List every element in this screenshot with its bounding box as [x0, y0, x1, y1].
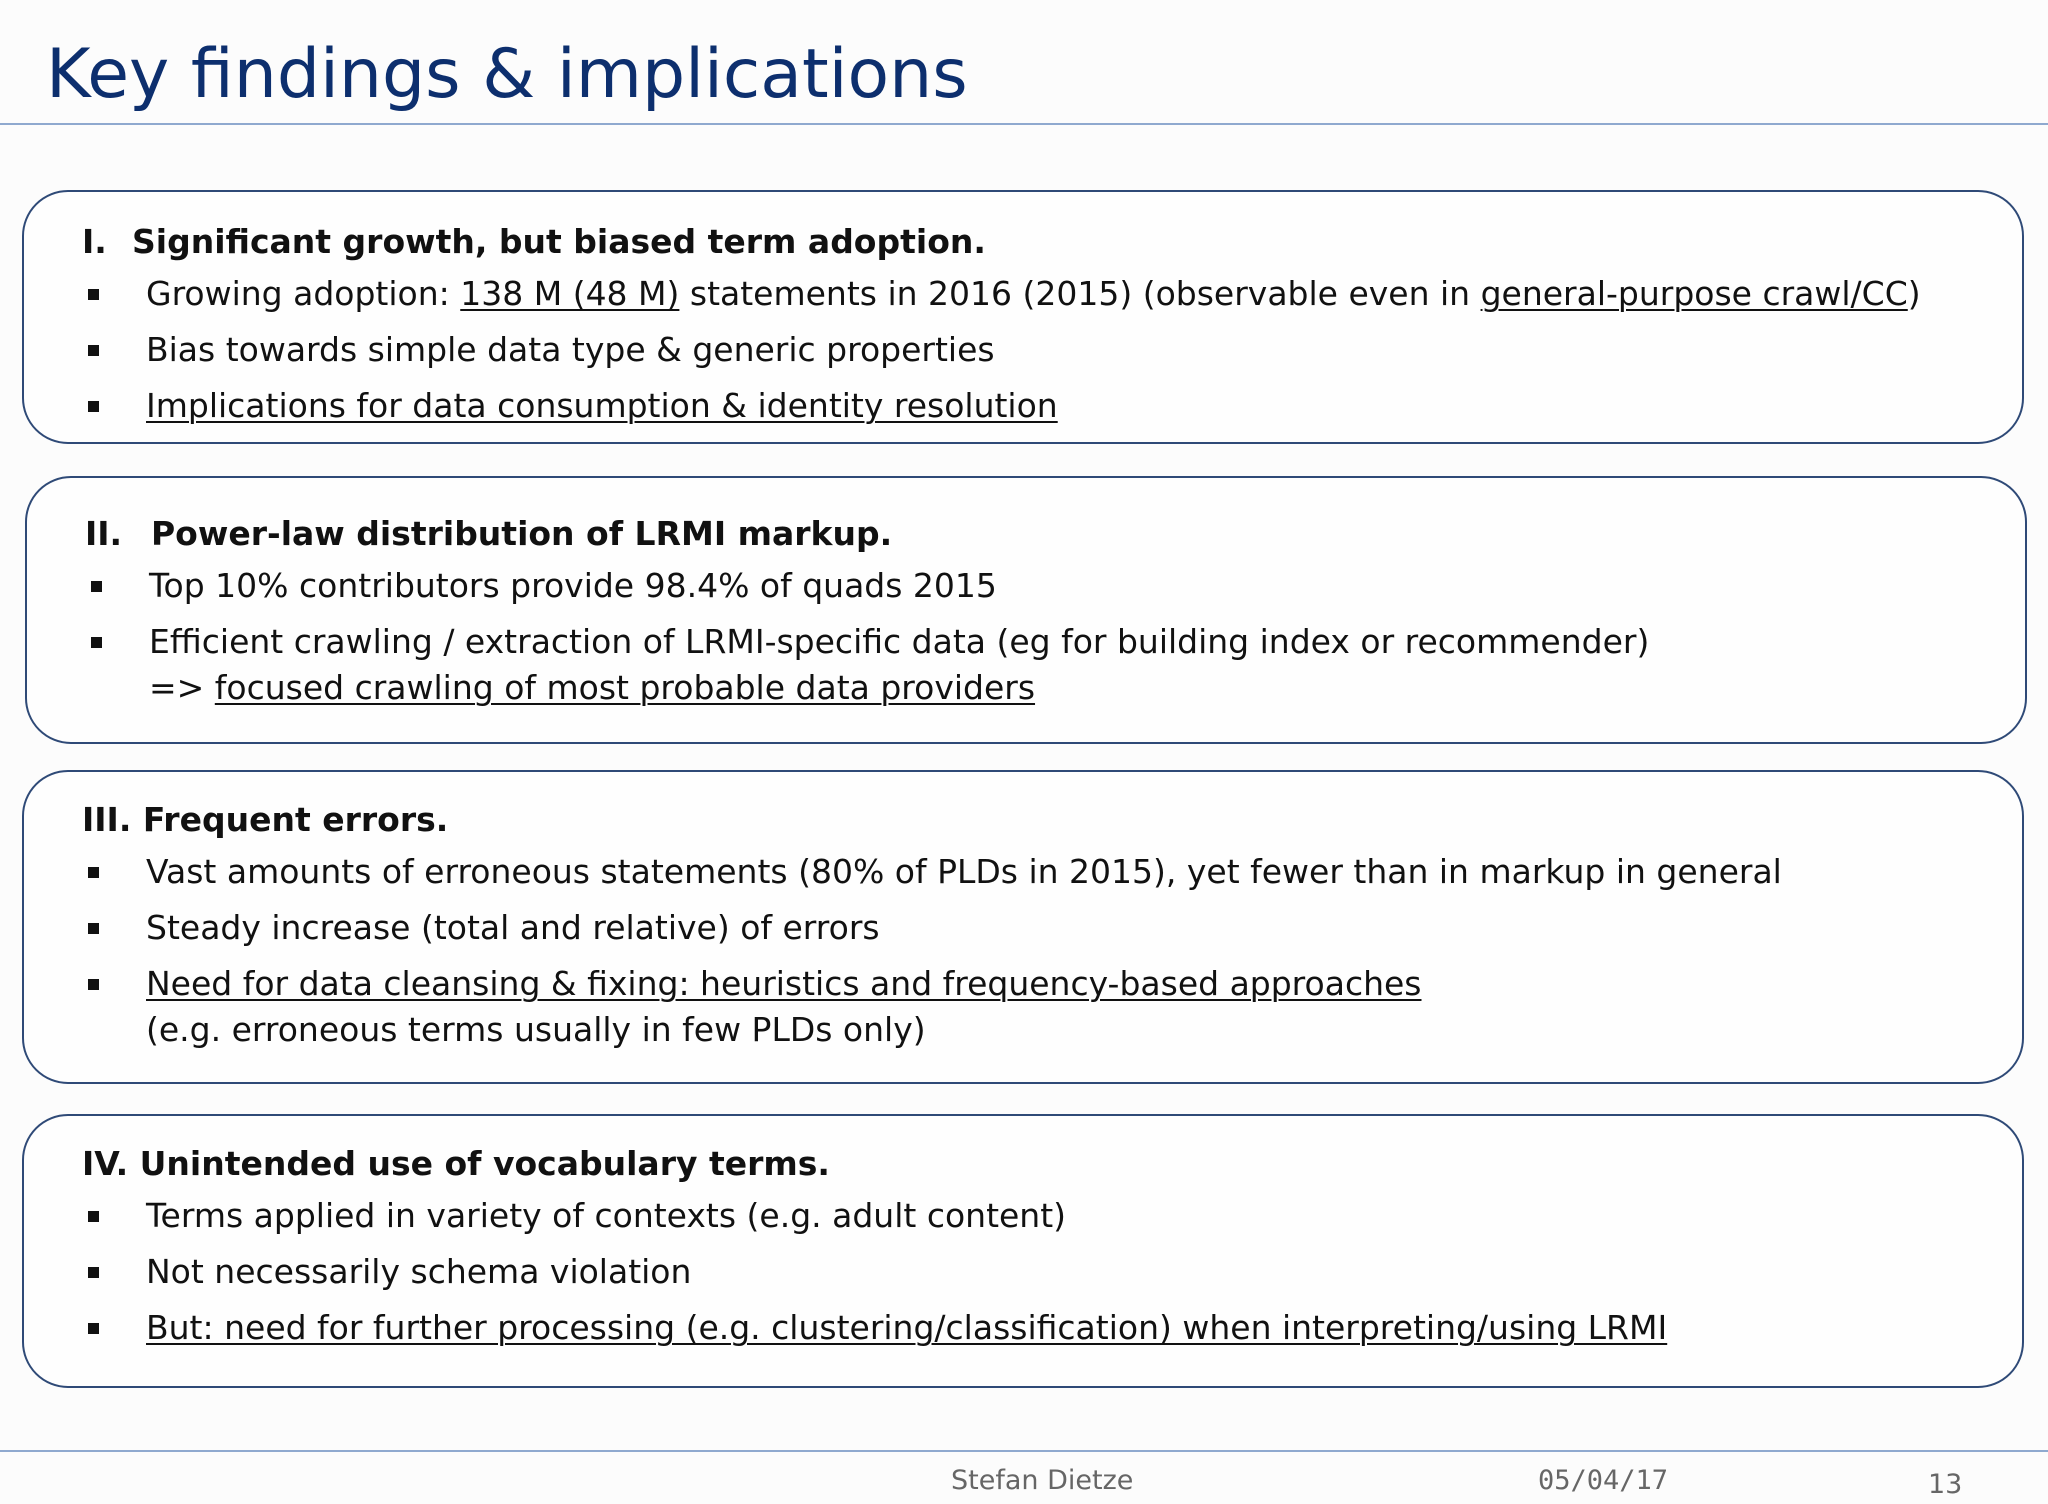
- finding-box-1: [22, 190, 2024, 444]
- finding-heading: [82, 800, 448, 840]
- bullet-text: Growing adoption:: [146, 274, 461, 313]
- slide-title: Key findings & implications: [46, 35, 968, 114]
- stat-link: 138 M (48 M): [460, 274, 680, 313]
- footer-date: 05/04/17: [1538, 1465, 1669, 1496]
- bullet-text: Need for data cleansing & fixing: heuristics and frequency-based approaches: [146, 964, 1422, 1003]
- finding-box-3: [22, 770, 2024, 1084]
- finding-number: III.: [82, 800, 132, 839]
- finding-heading: [82, 1144, 830, 1184]
- square-bullet-icon: [88, 289, 99, 300]
- square-bullet-icon: [88, 1323, 99, 1334]
- square-bullet-icon: [91, 581, 102, 592]
- bullet-text: But: need for further processing (e.g. clustering/classification) when interpreting/using LRMI: [146, 1308, 1668, 1347]
- finding-title: Significant growth, but biased term adoption.: [132, 222, 986, 261]
- square-bullet-icon: [88, 923, 99, 934]
- finding-title: Frequent errors.: [142, 800, 449, 839]
- finding-number: II.: [85, 514, 123, 553]
- crawl-link: general-purpose crawl/CC: [1480, 274, 1908, 313]
- square-bullet-icon: [91, 637, 102, 648]
- bullet-text: ): [1907, 274, 1921, 313]
- finding-title: Unintended use of vocabulary terms.: [139, 1144, 830, 1183]
- bullet-text: Vast amounts of erroneous statements (80% of PLDs in 2015), yet fewer than in markup in general: [146, 852, 1782, 891]
- page-number: 13: [1928, 1469, 1963, 1500]
- bullet-text: Not necessarily schema violation: [146, 1252, 692, 1291]
- square-bullet-icon: [88, 867, 99, 878]
- finding-box-2: [25, 476, 2027, 744]
- bullet-text: Terms applied in variety of contexts (e.g. adult content): [146, 1196, 1067, 1235]
- focused-crawling-link: focused crawling of most probable data providers: [214, 668, 1036, 707]
- arrow-text: =>: [149, 668, 215, 707]
- bullet-text: statements in 2016 (2015) (observable even in: [679, 274, 1481, 313]
- finding-box-4: [22, 1114, 2024, 1388]
- finding-heading: [82, 222, 986, 262]
- footer-divider: [0, 1450, 2048, 1452]
- bullet-text: Efficient crawling / extraction of LRMI-specific data (eg for building index or recommender): [149, 622, 1650, 661]
- square-bullet-icon: [88, 1267, 99, 1278]
- finding-heading: [85, 514, 892, 554]
- bullet-text: Bias towards simple data type & generic properties: [146, 330, 995, 369]
- finding-title: Power-law distribution of LRMI markup.: [151, 514, 893, 553]
- bullet-text: Steady increase (total and relative) of errors: [146, 908, 880, 947]
- bullet-text: Implications for data consumption & identity resolution: [146, 386, 1058, 425]
- square-bullet-icon: [88, 401, 99, 412]
- title-divider: [0, 123, 2048, 125]
- finding-number: I.: [82, 222, 107, 261]
- bullet-text: Top 10% contributors provide 98.4% of quads 2015: [149, 566, 997, 605]
- footer-author: Stefan Dietze: [951, 1465, 1134, 1496]
- square-bullet-icon: [88, 345, 99, 356]
- finding-number: IV.: [82, 1144, 129, 1183]
- square-bullet-icon: [88, 979, 99, 990]
- bullet-continuation: (e.g. erroneous terms usually in few PLDs only): [146, 1010, 926, 1049]
- bullet-continuation: [149, 668, 1035, 708]
- square-bullet-icon: [88, 1211, 99, 1222]
